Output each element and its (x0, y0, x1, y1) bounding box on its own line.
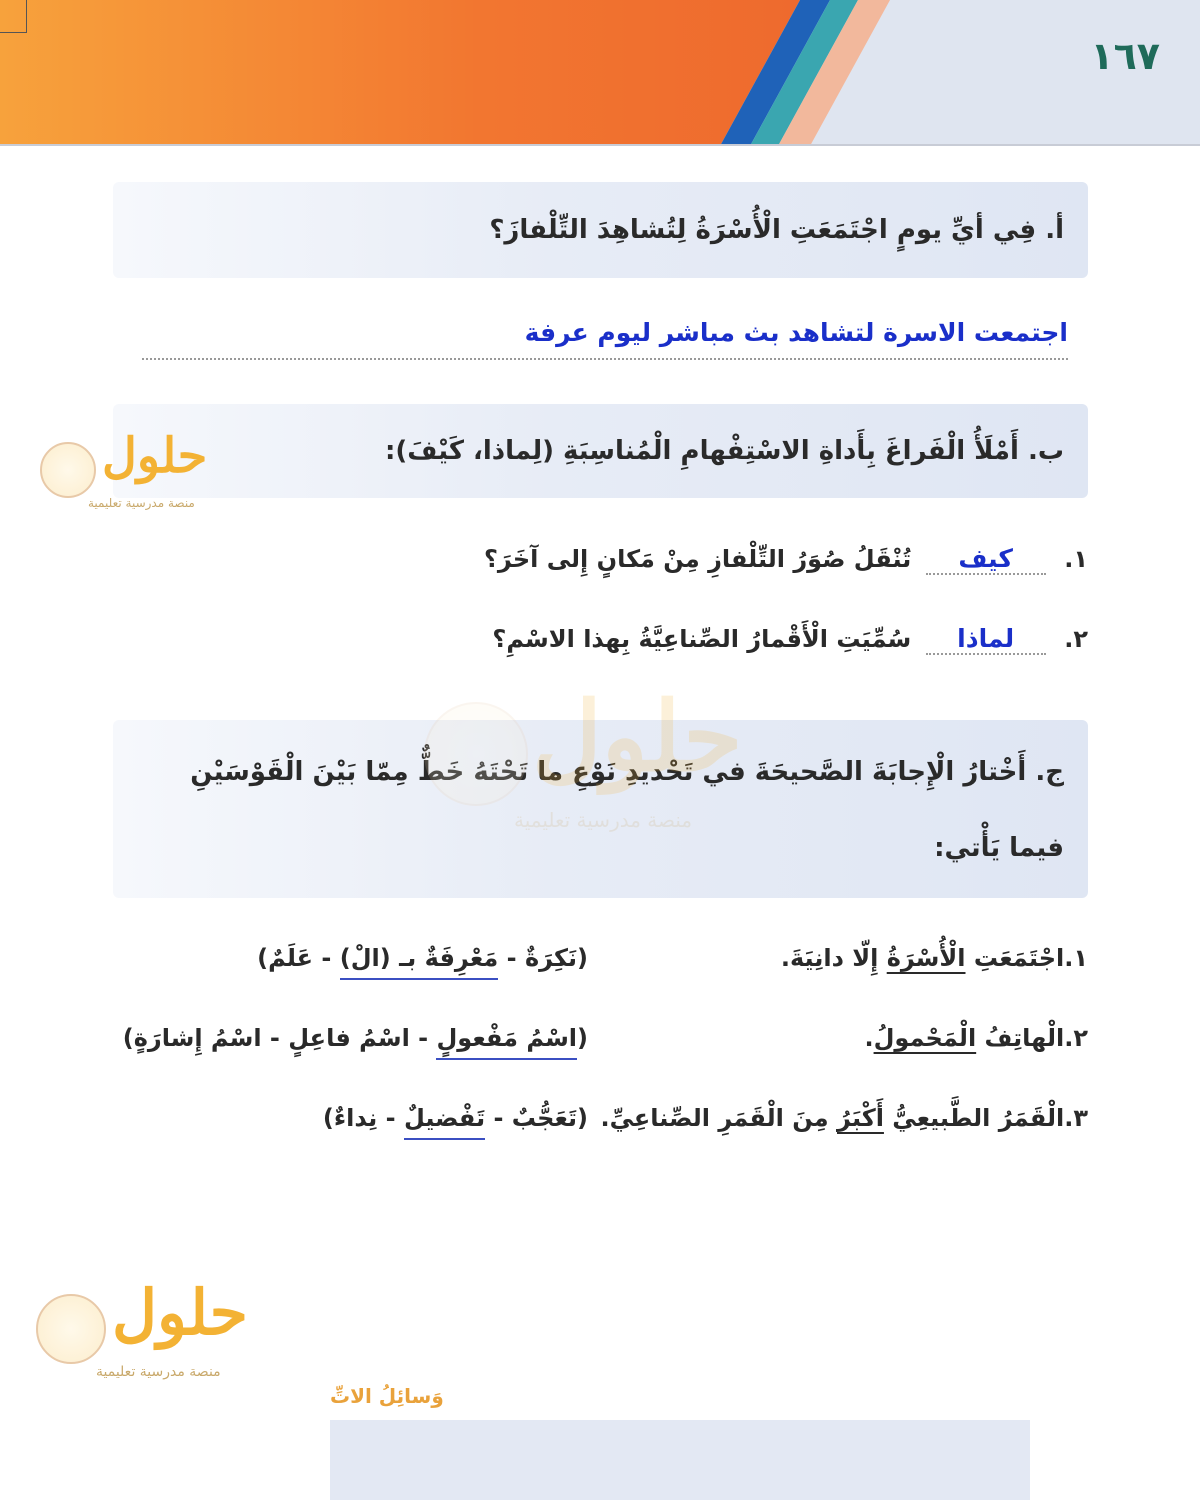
item-number: ٢. (1064, 625, 1088, 653)
question-c-line-1: ج. أَخْتارُ الْإِجابَةَ الصَّحيحَةَ في تَحْديدِ نَوْعِ ما تَحْتَهُ خَطٌّ مِمّا بَيْنَ الْقَوْسَيْنِ (190, 757, 1064, 787)
logo-emblem-icon (424, 702, 528, 806)
option[interactable]: تَعَجُّبٌ (511, 1104, 578, 1132)
item-sentence: ٢.الْهاتِفُ الْمَحْمولُ. (864, 1024, 1088, 1052)
option-selected[interactable]: اسْمُ مَفْعولٍ (436, 1024, 577, 1060)
watermark-logo-center (420, 680, 800, 840)
answer-blank-1[interactable]: كيف (926, 544, 1046, 575)
underlined-word: الْأُسْرَةُ (886, 944, 966, 972)
question-b-item-1 (484, 544, 1088, 575)
next-section-panel (330, 1420, 1030, 1500)
question-c-line-2: فيما يَأْتي: (934, 833, 1064, 863)
underlined-word: أَكْبَرُ (837, 1104, 884, 1132)
option[interactable]: نِداءٌ (333, 1104, 378, 1132)
logo-brand: حلول (112, 1276, 248, 1349)
item-options: (تَعَجُّبٌ - تَفْضيلٌ - نِداءٌ) (323, 1104, 588, 1132)
item-number: ١. (1064, 545, 1088, 573)
watermark-logo-small (38, 428, 238, 518)
item-options: (اسْمُ مَفْعولٍ - اسْمُ فاعِلٍ - اسْمُ إِشارَةٍ) (123, 1024, 588, 1052)
question-a-panel (113, 182, 1088, 278)
question-b-text: ب. أَمْلَأُ الْفَراغَ بِأَداةِ الاسْتِفْهامِ الْمُناسِبَةِ (لِماذا، كَيْفَ): (384, 436, 1064, 466)
item-sentence: ١.اجْتَمَعَتِ الْأُسْرَةُ إِلّا دانِيَةَ. (780, 944, 1088, 972)
header-banner (0, 0, 1200, 146)
question-a-answer-text: اجتمعت الاسرة لتشاهد بث مباشر ليوم عرفة (524, 318, 1068, 347)
question-c-item-1 (158, 944, 1088, 992)
question-c-item-2 (122, 1024, 1088, 1072)
question-b-panel (113, 404, 1088, 498)
page-number: ١٦٧ (1090, 34, 1160, 78)
logo-tagline: منصة مدرسية تعليمية (96, 1364, 221, 1380)
option-selected[interactable]: تَفْضيلٌ (404, 1104, 485, 1140)
underlined-word: الْمَحْمولُ (873, 1024, 977, 1052)
option[interactable]: اسْمُ إِشارَةٍ (133, 1024, 262, 1052)
option-selected[interactable]: مَعْرِفَةٌ بـ (الْ) (340, 944, 499, 980)
logo-tagline: منصة مدرسية تعليمية (514, 808, 693, 832)
question-b-item-2 (492, 624, 1088, 655)
logo-emblem-icon (40, 442, 96, 498)
item-sentence: ٣.الْقَمَرُ الطَّبيعِيُّ أَكْبَرُ مِنَ الْقَمَرِ الصِّناعِيِّ. (600, 1104, 1088, 1132)
logo-tagline: منصة مدرسية تعليمية (88, 496, 195, 510)
item-text: تُنْقَلُ صُوَرُ التِّلْفازِ مِنْ مَكانٍ إِلى آخَرَ؟ (483, 545, 912, 573)
watermark-logo-bottom (34, 1276, 284, 1390)
question-a-text: أ. فِي أيِّ يومٍ اجْتَمَعَتِ الْأُسْرَةُ لِتُشاهِدَ التِّلْفازَ؟ (489, 215, 1064, 245)
next-section-title: وَسائِلُ الاتِّ (330, 1384, 444, 1408)
item-text: سُمِّيَتِ الْأَقْمارُ الصِّناعِيَّةُ بِهذا الاسْمِ؟ (492, 625, 912, 653)
logo-brand: حلول (102, 428, 208, 484)
option[interactable]: اسْمُ فاعِلٍ (288, 1024, 410, 1052)
option[interactable]: عَلَمٌ (268, 944, 314, 972)
question-c-item-3 (158, 1104, 1088, 1152)
question-a-answer[interactable] (142, 318, 1068, 360)
logo-brand: حلول (532, 680, 743, 793)
item-options: (نَكِرَةٌ - مَعْرِفَةٌ بـ (الْ) - عَلَمٌ) (257, 944, 588, 972)
logo-emblem-icon (36, 1294, 106, 1364)
answer-blank-2[interactable]: لماذا (926, 624, 1046, 655)
crop-mark (0, 0, 27, 33)
option[interactable]: نَكِرَةٌ (524, 944, 578, 972)
